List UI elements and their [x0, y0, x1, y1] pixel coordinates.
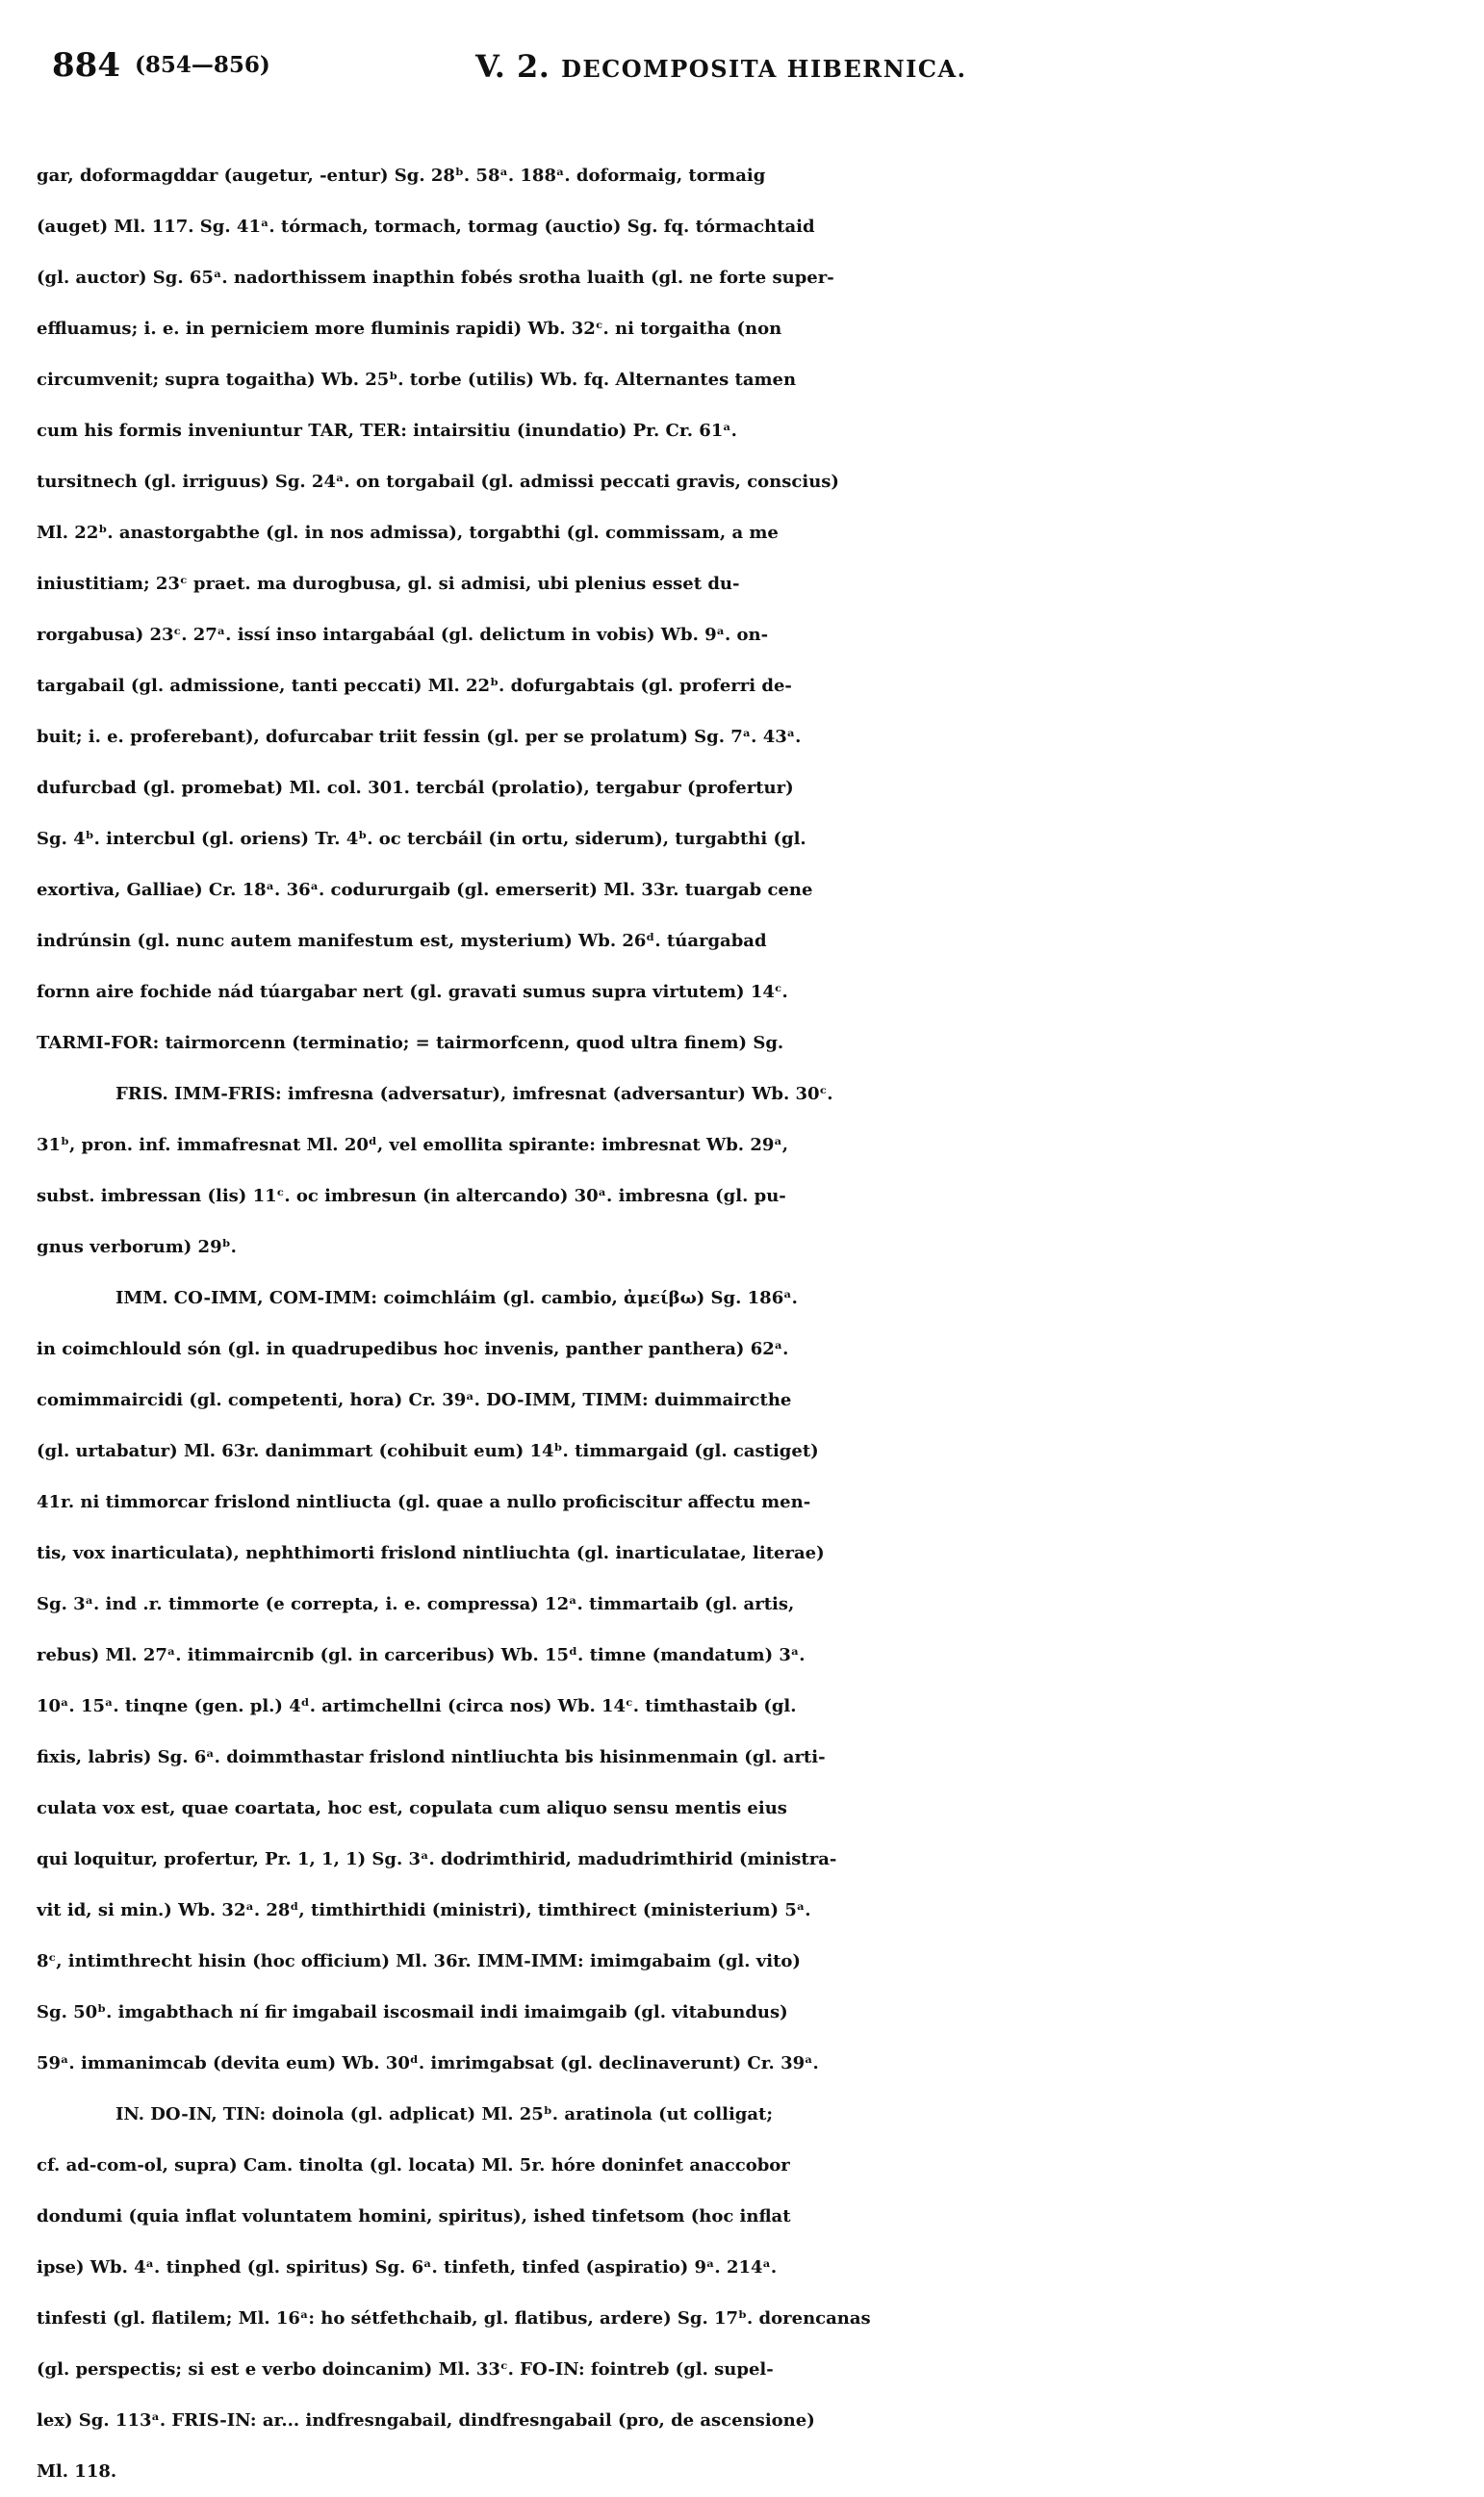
body-text: [37, 150, 1484, 2497]
page-number: 884: [52, 46, 120, 85]
text-line: Sg. 4ᵇ. intercbul (gl. oriens) Tr. 4ᵇ. oc tercbáil (in ortu, siderum), turgabthi (gl.: [37, 829, 806, 849]
document-page: [37, 46, 1484, 2482]
text-line: gnus verborum) 29ᵇ.: [37, 1237, 237, 1257]
text-line: 31ᵇ, pron. inf. immafresnat Ml. 20ᵈ, vel emollita spirante: imbresnat Wb. 29ᵃ,: [37, 1135, 789, 1155]
volume-label: V. 2.: [475, 48, 550, 85]
text-line: fornn aire fochide nád túargabar nert (gl. gravati sumus supra virtutem) 14ᶜ.: [37, 982, 788, 1002]
text-line: cf. ad-com-ol, supra) Cam. tinolta (gl. locata) Ml. 5r. hóre doninfet anaccobor: [37, 2155, 790, 2175]
title-text: DECOMPOSITA HIBERNICA.: [561, 55, 967, 83]
text-line: culata vox est, quae coartata, hoc est, copulata cum aliquo sensu mentis eius: [37, 1798, 787, 1818]
text-line: Ml. 22ᵇ. anastorgabthe (gl. in nos admissa), torgabthi (gl. commissam, a me: [37, 523, 779, 543]
running-title: [475, 48, 966, 85]
running-header: [37, 46, 1484, 104]
text-line: Sg. 3ᵃ. ind .r. timmorte (e correpta, i. e. compressa) 12ᵃ. timmartaib (gl. artis,: [37, 1594, 795, 1614]
text-line: comimmaircidi (gl. competenti, hora) Cr. 39ᵃ. DO-IMM, TIMM: duimmaircthe: [37, 1390, 792, 1410]
text-line: (gl. auctor) Sg. 65ᵃ. nadorthissem inapthin fobés srotha luaith (gl. ne forte super-: [37, 268, 834, 288]
text-line: dondumi (quia inflat voluntatem homini, spiritus), ished tinfetsom (hoc inflat: [37, 2206, 791, 2227]
text-line: Ml. 118.: [37, 2461, 117, 2482]
text-line: dufurcbad (gl. promebat) Ml. col. 301. tercbál (prolatio), tergabur (profertur): [37, 778, 794, 798]
text-line: effluamus; i. e. in perniciem more fluminis rapidi) Wb. 32ᶜ. ni torgaitha (non: [37, 319, 782, 339]
text-line: in coimchlould són (gl. in quadrupedibus hoc invenis, panther panthera) 62ᵃ.: [37, 1339, 789, 1359]
text-line: ipse) Wb. 4ᵃ. tinphed (gl. spiritus) Sg. 6ᵃ. tinfeth, tinfed (aspiratio) 9ᵃ. 214ᵃ.: [37, 2257, 778, 2278]
text-line: circumvenit; supra togaitha) Wb. 25ᵇ. torbe (utilis) Wb. fq. Alternantes tamen: [37, 370, 797, 390]
text-line: targabail (gl. admissione, tanti peccati) Ml. 22ᵇ. dofurgabtais (gl. proferri de-: [37, 676, 792, 696]
text-line: 59ᵃ. immanimcab (devita eum) Wb. 30ᵈ. imrimgabsat (gl. declinaverunt) Cr. 39ᵃ.: [37, 2053, 819, 2073]
text-line: iniustitiam; 23ᶜ praet. ma durogbusa, gl. si admisi, ubi plenius esset du-: [37, 574, 740, 594]
text-line: rorgabusa) 23ᶜ. 27ᵃ. issí inso intargabáal (gl. delictum in vobis) Wb. 9ᵃ. on-: [37, 625, 769, 645]
paragraph-start-line: FRIS. IMM-FRIS: imfresna (adversatur), imfresnat (adversantur) Wb. 30ᶜ.: [115, 1084, 833, 1104]
text-line: 10ᵃ. 15ᵃ. tinqne (gen. pl.) 4ᵈ. artimchellni (circa nos) Wb. 14ᶜ. timthastaib (gl.: [37, 1696, 797, 1716]
text-line: cum his formis inveniuntur TAR, TER: intairsitiu (inundatio) Pr. Cr. 61ᵃ.: [37, 421, 737, 441]
text-line: tinfesti (gl. flatilem; Ml. 16ᵃ: ho sétfethchaib, gl. flatibus, ardere) Sg. 17ᵇ. dorencanas: [37, 2308, 871, 2329]
text-line: fixis, labris) Sg. 6ᵃ. doimmthastar frislond nintliuchta bis hisinmenmain (gl. arti-: [37, 1747, 826, 1767]
text-line: 41r. ni timmorcar frislond nintliucta (gl. quae a nullo proficiscitur affectu men-: [37, 1492, 811, 1512]
text-line: gar, doformagddar (augetur, -entur) Sg. 28ᵇ. 58ᵃ. 188ᵃ. doformaig, tormaig: [37, 166, 766, 186]
text-line: (gl. perspectis; si est e verbo doincanim) Ml. 33ᶜ. FO-IN: fointreb (gl. supel-: [37, 2359, 774, 2380]
text-line: exortiva, Galliae) Cr. 18ᵃ. 36ᵃ. codururgaib (gl. emerserit) Ml. 33r. tuargab cene: [37, 880, 813, 900]
paragraph-start-line: IN. DO-IN, TIN: doinola (gl. adplicat) Ml. 25ᵇ. aratinola (ut colligat;: [115, 2104, 774, 2124]
text-line: rebus) Ml. 27ᵃ. itimmaircnib (gl. in carceribus) Wb. 15ᵈ. timne (mandatum) 3ᵃ.: [37, 1645, 806, 1665]
text-line: qui loquitur, profertur, Pr. 1, 1, 1) Sg. 3ᵃ. dodrimthirid, madudrimthirid (ministra-: [37, 1849, 837, 1869]
text-line: tis, vox inarticulata), nephthimorti frislond nintliuchta (gl. inarticulatae, literae): [37, 1543, 825, 1563]
text-line: tursitnech (gl. irriguus) Sg. 24ᵃ. on torgabail (gl. admissi peccati gravis, conscius): [37, 472, 839, 492]
section-range: (854—856): [135, 52, 270, 78]
text-line: lex) Sg. 113ᵃ. FRIS-IN: ar... indfresngabail, dindfresngabail (pro, de ascensione): [37, 2410, 815, 2431]
text-line: indrúnsin (gl. nunc autem manifestum est, mysterium) Wb. 26ᵈ. túargabad: [37, 931, 767, 951]
text-line: (auget) Ml. 117. Sg. 41ᵃ. tórmach, tormach, tormag (auctio) Sg. fq. tórmachtaid: [37, 217, 815, 237]
paragraph-start-line: IMM. CO-IMM, COM-IMM: coimchláim (gl. cambio, ἀμείβω) Sg. 186ᵃ.: [115, 1288, 798, 1308]
text-line: subst. imbressan (lis) 11ᶜ. oc imbresun (in altercando) 30ᵃ. imbresna (gl. pu-: [37, 1186, 786, 1206]
text-line: 8ᶜ, intimthrecht hisin (hoc officium) Ml. 36r. IMM-IMM: imimgabaim (gl. vito): [37, 1951, 801, 1971]
text-line: vit id, si min.) Wb. 32ᵃ. 28ᵈ, timthirthidi (ministri), timthirect (ministerium) 5ᵃ.: [37, 1900, 811, 1920]
text-line: TARMI-FOR: tairmorcenn (terminatio; = tairmorfcenn, quod ultra finem) Sg.: [37, 1033, 784, 1053]
text-line: (gl. urtabatur) Ml. 63r. danimmart (cohibuit eum) 14ᵇ. timmargaid (gl. castiget): [37, 1441, 819, 1461]
text-line: buit; i. e. proferebant), dofurcabar triit fessin (gl. per se prolatum) Sg. 7ᵃ. 43ᵃ.: [37, 727, 802, 747]
text-line: Sg. 50ᵇ. imgabthach ní fir imgabail iscosmail indi imaimgaib (gl. vitabundus): [37, 2002, 788, 2022]
